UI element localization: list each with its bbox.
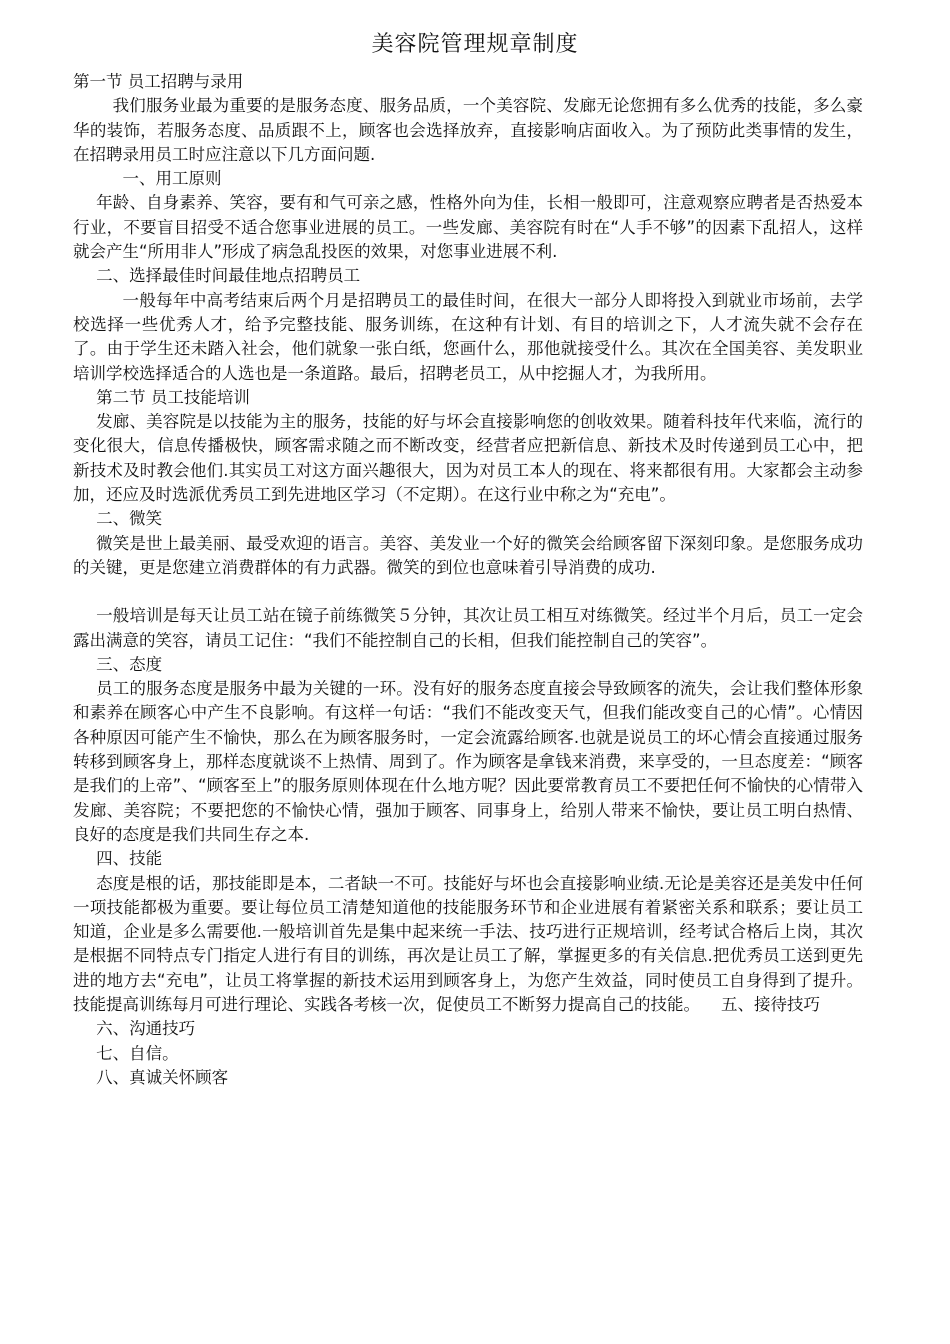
training-intro-paragraph: 发廊、美容院是以技能为主的服务，技能的好与坏会直接影响您的创收效果。随着科技年代来临，流行的变化很大，信息传播极快，顾客需求随之而不断改变，经营者应把新信息、新技术及时传递到员工心中，把新技术及时教会他们.其实员工对这方面兴趣很大，因为对员工本人的现在、将来都很有用。大家都会主动参加，还应及时选派优秀员工到先进地区学习（不定期）。在这行业中称之为“充电”。 — [73, 412, 863, 505]
paragraph-gap — [73, 580, 863, 604]
skills-text: 态度是根的话，那技能即是本，二者缺一不可。技能好与坏也会直接影响业绩.无论是美容还是美发中任何一项技能都极为重要。要让每位员工清楚知道他的技能服务环节和企业进展有着紧密关系和联系；要让员工知道，企业是多么需要他.一般培训首先是集中起来统一手法、技巧进行正规培训，经考试合格后上岗，其次是根据不同特点专门指定人进行有目的训练，再次是让员工了解，掌握更多的有关信息.把优秀员工送到更先进的地方去“充电”，让员工将掌握的新技术运用到顾客身上，为您产生效益，同时使员工自身得到了提升。技能提高训练每月可进行理论、实践各考核一次，促使员工不断努力提高自己的技能。 — [73, 873, 863, 1014]
subheading-smile: 二、微笑 — [96, 509, 163, 529]
subheading-reception-skills: 五、接待技巧 — [720, 994, 820, 1014]
subheading-attitude: 三、态度 — [96, 654, 163, 674]
subheading-skills: 四、技能 — [96, 849, 163, 869]
subheading-confidence: 七、自信。 — [96, 1043, 179, 1063]
recruitment-intro-paragraph: 我们服务业最为重要的是服务态度、服务品质，一个美容院、发廊无论您拥有多么优秀的技能，多么豪华的装饰，若服务态度、品质跟不上，顾客也会选择放弃，直接影响店面收入。为了预防此类事情的发生，在招聘录用员工时应注意以下几方面问题. — [73, 96, 863, 164]
attitude-paragraph: 员工的服务态度是服务中最为关键的一环。没有好的服务态度直接会导致顾客的流失，会让我们整体形象和素养在顾客心中产生不良影响。有这样一句话：“我们不能改变天气，但我们能改变自己的心情”。心情因各种原因可能产生不愉快，那么在为顾客服务时，一定会流露给顾客.也就是说员工的坏心情会直接通过服务转移到顾客身上，那样态度就谈不上热情、周到了。作为顾客是拿钱来消费，来享受的，一旦态度差：“顾客是我们的上帝”、“顾客至上”的服务原则体现在什么地方呢？因此要常教育员工不要把任何不愉快的心情带入发廊、美容院；不要把您的不愉快心情，强加于顾客、同事身上，给别人带来不愉快，要让员工明白热情、良好的态度是我们共同生存之本. — [73, 679, 863, 844]
employment-principles-paragraph: 年龄、自身素养、笑容，要有和气可亲之感，性格外向为佳，长相一般即可，注意观察应聘者是否热爱本行业，不要盲目招受不适合您事业进展的员工。一些发廊、美容院有时在“人手不够”的因素下乱招人，这样就会产生“所用非人”形成了病急乱投医的效果，对您事业进展不利. — [73, 193, 863, 262]
subheading-communication-skills: 六、沟通技巧 — [96, 1019, 196, 1039]
section-heading-training: 第二节 员工技能培训 — [96, 387, 250, 407]
skills-paragraph — [73, 872, 863, 1018]
subheading-employment-principles: 一、用工原则 — [122, 169, 222, 189]
document-title: 美容院管理规章制度 — [371, 32, 579, 57]
section-heading-recruitment: 第一节 员工招聘与录用 — [73, 72, 244, 91]
smile-training-paragraph: 一般培训是每天让员工站在镜子前练微笑５分钟，其次让员工相互对练微笑。经过半个月后，员工一定会露出满意的笑容，请员工记住：“我们不能控制自己的长相，但我们能控制自己的笑容”。 — [73, 606, 863, 650]
subheading-sincere-care: 八、真诚关怀顾客 — [96, 1067, 229, 1087]
smile-paragraph: 微笑是世上最美丽、最受欢迎的语言。美容、美发业一个好的微笑会给顾客留下深刻印象。是您服务成功的关键，更是您建立消费群体的有力武器。微笑的到位也意味着引导消费的成功. — [73, 533, 863, 577]
best-time-place-paragraph: 一般每年中高考结束后两个月是招聘员工的最佳时间，在很大一部分人即将投入到就业市场前，去学校选择一些优秀人才，给予完整技能、服务训练，在这种有计划、有目的培训之下，人才流失就不会存在了。由于学生还未踏入社会，他们就象一张白纸，您画什么，那他就接受什么。其次在全国美容、美发职业培训学校选择适合的人选也是一条道路。最后，招聘老员工，从中挖掘人才，为我所用。 — [73, 290, 863, 383]
document-body — [73, 70, 863, 1090]
subheading-best-time-place: 二、选择最佳时间最佳地点招聘员工 — [96, 266, 361, 286]
